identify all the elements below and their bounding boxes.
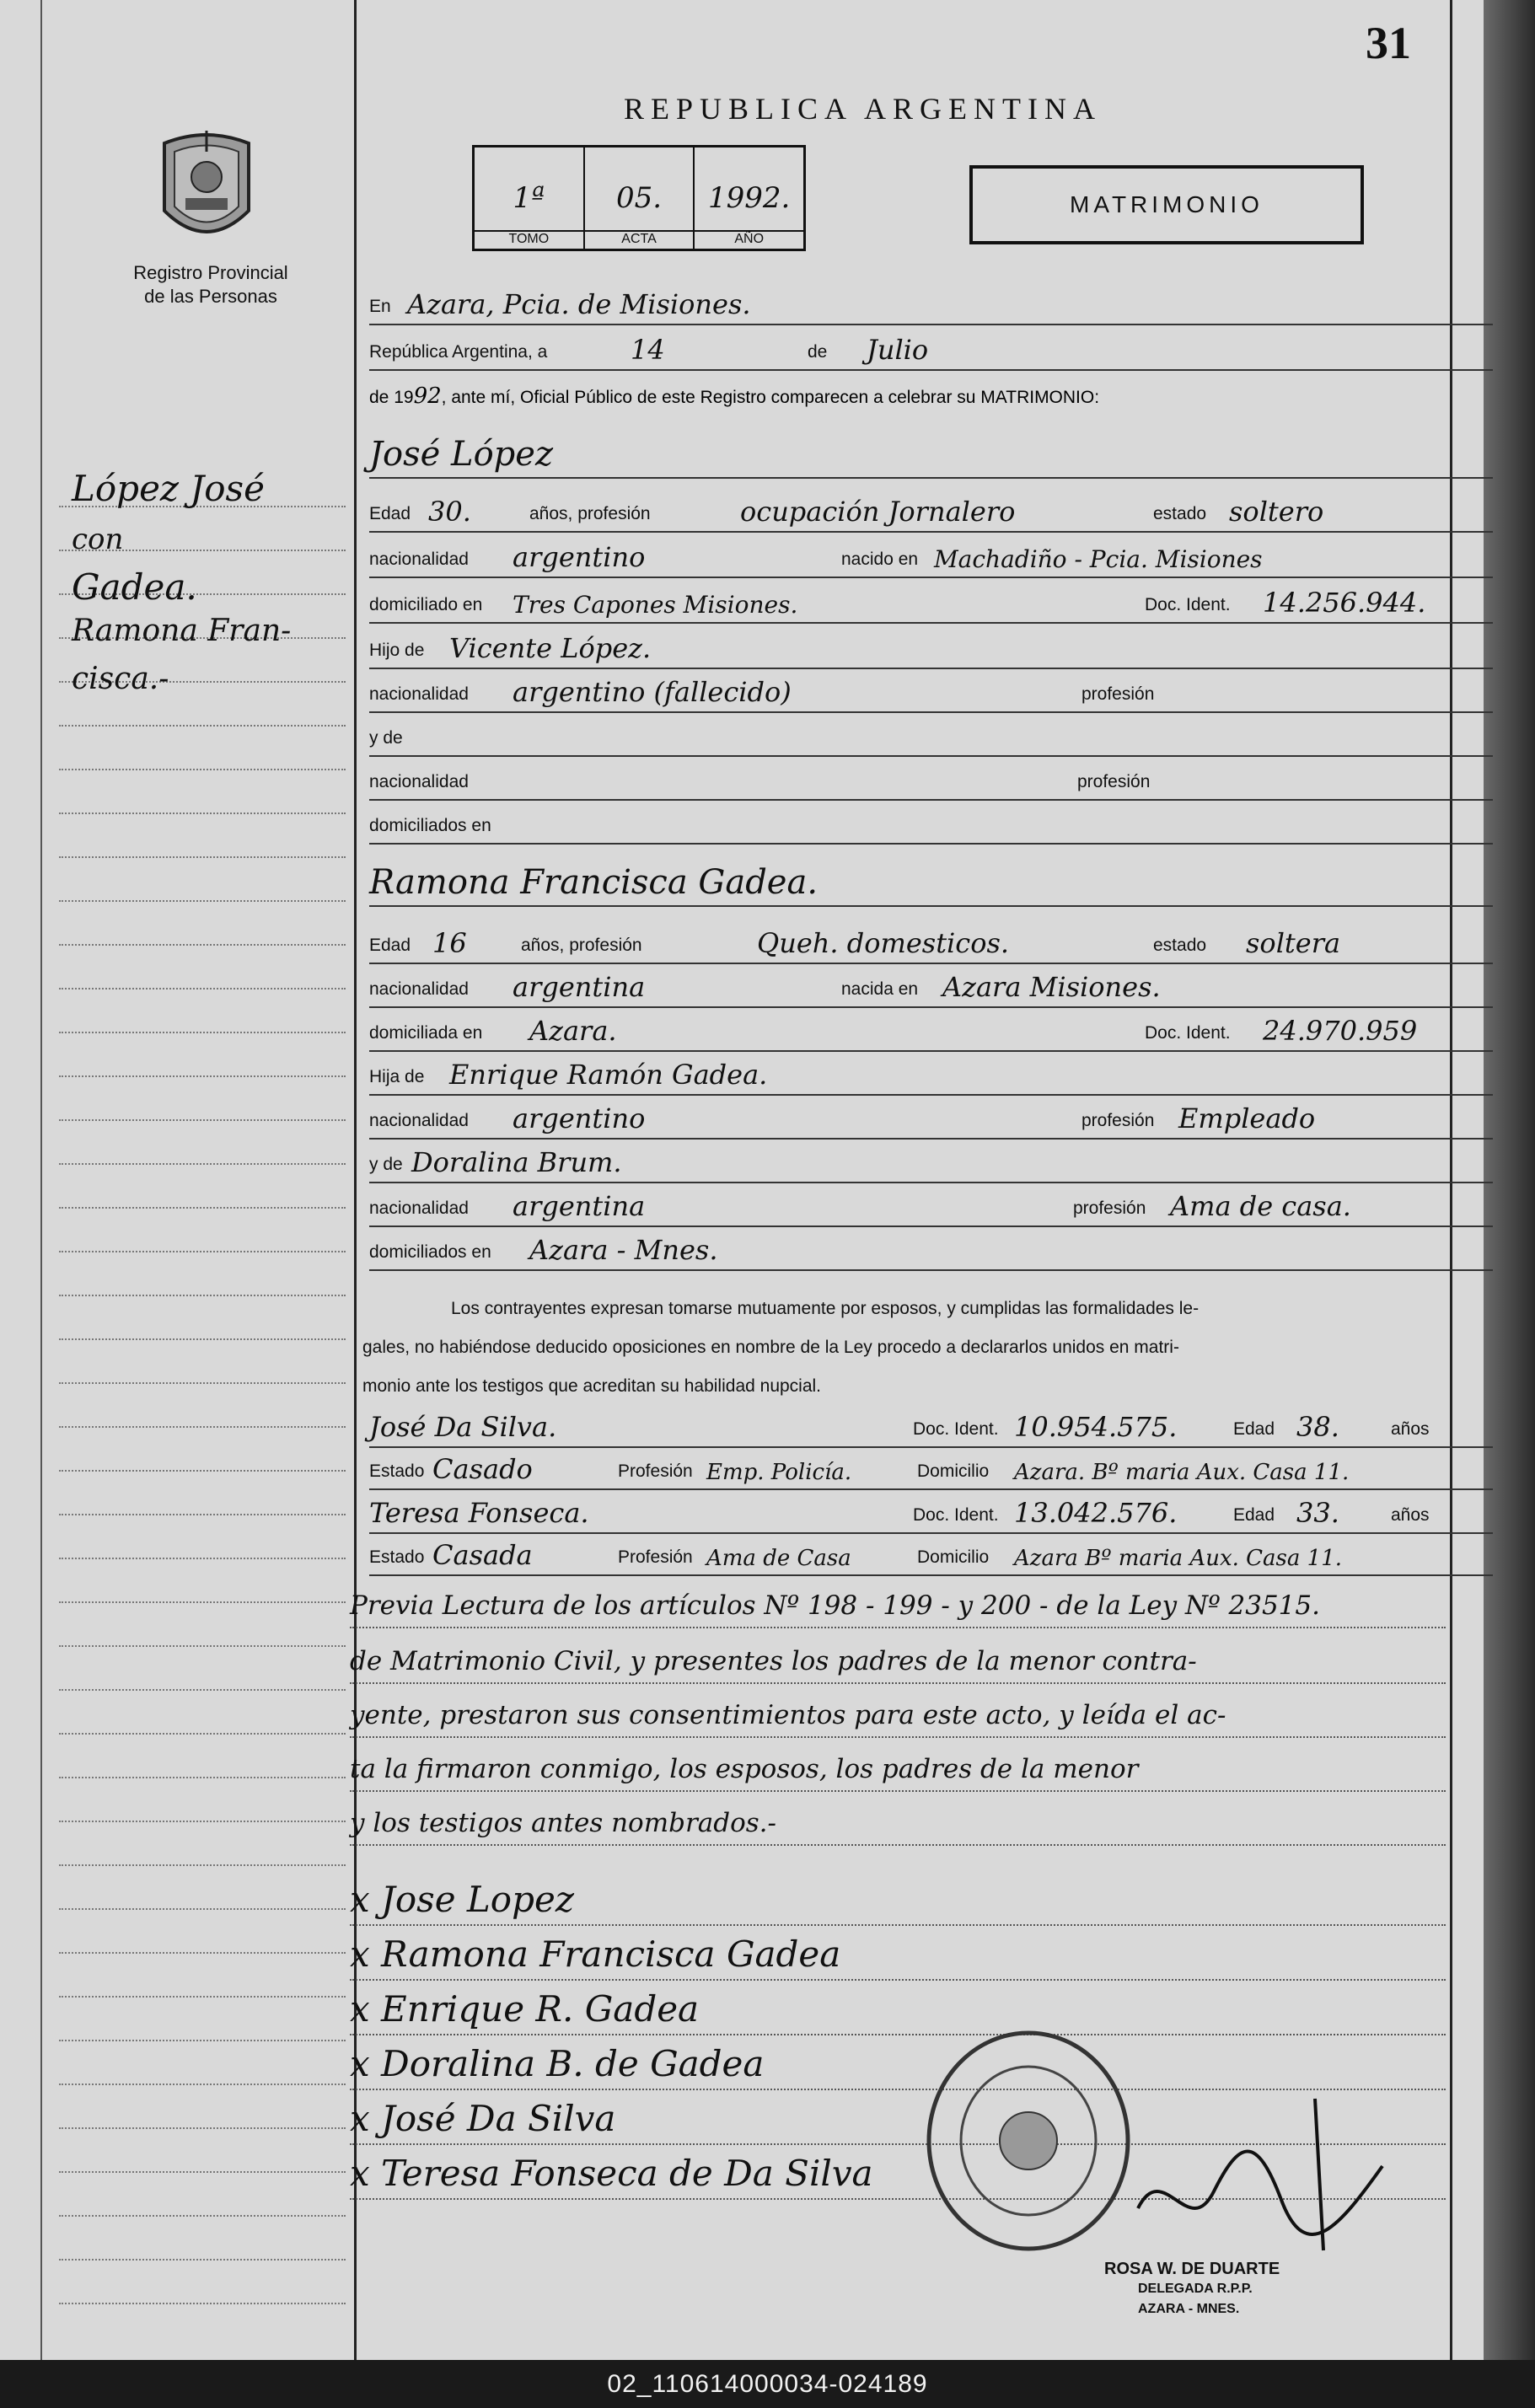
margin-ruled-line [59,995,346,1033]
notes-line-2: de Matrimonio Civil, y presentes los padres de la menor contra- [350,1640,1446,1684]
row-bride-name [369,856,1493,907]
margin-ruled-line [59,1433,346,1472]
margin-ruled-line [59,2046,346,2085]
witness2-prof-label: Profesión [618,1547,693,1567]
signature-witness-2: x Teresa Fonseca de Da Silva [350,2149,1446,2200]
witness1-dom-label: Domicilio [917,1461,990,1481]
margin-ruled-line [59,2266,346,2304]
acta-value: 05. [615,181,663,215]
notes-line-1: Previa Lectura de los artículos Nº 198 - 199 - y 200 - de la Ley Nº 23515. [350,1585,1446,1628]
witness1-prof-label: Profesión [618,1461,693,1481]
margin-ruled-line [59,1959,346,1998]
margin-ruled-line [59,863,346,902]
row-bride-father [369,1057,1493,1096]
tomo-acta-anio-box [472,145,806,251]
groom-y-de-label: y de [369,728,403,748]
groom-father: Vicente López. [449,632,652,664]
row-witness1-details [369,1451,1493,1490]
bride-mother-prof-label: profesión [1073,1199,1146,1218]
officer-role: DELEGADA R.P.P. [1138,2282,1253,2296]
month-value: Julio [867,334,929,366]
bride-edad: 16 [432,927,467,959]
row-witness2-name [369,1495,1493,1534]
margin-ruled-line [59,1608,346,1647]
row-bride-address [369,1013,1493,1052]
margin-ruled-line [59,1915,346,1954]
margin-ruled-line [59,1564,346,1603]
groom-hijo-label: Hijo de [369,641,425,660]
margin-ruled-line [59,1477,346,1515]
witness1-estado-label: Estado [369,1461,425,1481]
tomo-label: TOMO [475,230,583,247]
row-witness2-details [369,1537,1493,1576]
notes-line-4: ta la firmaron conmigo, los esposos, los padres de la menor [350,1748,1446,1792]
margin-ruled-line [59,1345,346,1384]
groom-profesion: ocupación Jornalero [740,496,1016,528]
bride-prof-label: años, profesión [521,936,642,955]
country-heading: REPUBLICA ARGENTINA [624,92,1103,126]
witness2-doc-label: Doc. Ident. [913,1505,999,1525]
witness1-anios-label: años [1391,1419,1430,1439]
row-bride-mother [369,1145,1493,1183]
margin-ruled-line [59,951,346,989]
anio-cell [695,147,803,249]
bride-nacida-label: nacida en [841,979,919,999]
officer-place: AZARA - MNES. [1138,2302,1240,2316]
bride-estado-label: estado [1153,936,1207,955]
groom-dom-label: domiciliado en [369,595,483,614]
margin-ruled-line [59,1520,346,1559]
bride-mother-nac: argentina [513,1190,646,1222]
margin-ruled-line [59,1301,346,1340]
bride-nacionalidad: argentina [513,971,646,1003]
groom-domicilio: Tres Capones Misiones. [513,591,798,619]
republica-label: República Argentina, a [369,342,548,362]
margin-note-line-5: cisca.- [72,662,169,696]
bride-hija-label: Hija de [369,1067,425,1086]
witness2-profesion: Ama de Casa [706,1546,851,1571]
registry-line-2: de las Personas [144,286,277,307]
witness2-anios-label: años [1391,1505,1430,1525]
groom-doc-label: Doc. Ident. [1145,595,1231,614]
acta-cell [585,147,695,249]
witness2-name: Teresa Fonseca. [369,1497,589,1529]
witness1-doc: 10.954.575. [1014,1411,1178,1443]
tomo-cell [475,147,585,249]
bride-father: Enrique Ramón Gadea. [449,1059,768,1091]
groom-mother-nac-label: nacionalidad [369,772,469,791]
margin-ruled-line [59,732,346,770]
year-prefix: de 19 [369,388,414,407]
bride-parents-dom: Azara - Mnes. [529,1234,718,1266]
declaration-line-2: gales, no habiéndose deducido oposiciones en nombre de la Ley procedo a declararlos unidos en matri- [362,1338,1179,1357]
signature-witness-1: x José Da Silva [350,2094,1446,2145]
officer-name: ROSA W. DE DUARTE [1104,2260,1280,2278]
margin-note-line-2: con [72,523,124,556]
row-place [369,287,1493,325]
registry-stamp-icon [919,2023,1138,2259]
witness1-edad: 38. [1296,1411,1339,1443]
witness1-profesion: Emp. Policía. [706,1460,852,1485]
margin-ruled-line [59,2178,346,2217]
margin-ruled-line [59,1038,346,1077]
row-bride-parents-dom [369,1232,1493,1271]
signature-groom: x Jose Lopez [350,1875,1446,1926]
row-groom-name [369,430,1493,479]
margin-ruled-line [59,907,346,946]
margin-ruled-line [59,1258,346,1296]
page-number: 31 [1366,18,1411,68]
margin-ruled-line [59,1871,346,1910]
margin-ruled-line [59,2090,346,2129]
row-groom-father [369,630,1493,669]
margin-ruled-line [59,1082,346,1121]
place-value: Azara, Pcia. de Misiones. [407,288,751,320]
witness2-edad-label: Edad [1233,1505,1275,1525]
document-type-box: MATRIMONIO [969,165,1364,244]
margin-ruled-line [59,1214,346,1252]
bride-father-nac: argentino [513,1102,646,1134]
margin-ruled-line [59,819,346,858]
bride-father-nac-label: nacionalidad [369,1111,469,1130]
margin-ruled-line [59,1389,346,1428]
groom-parents-dom-label: domiciliados en [369,816,491,835]
groom-doc: 14.256.944. [1263,587,1426,619]
bride-mother-prof: Ama de casa. [1170,1190,1351,1222]
row-bride-age [369,925,1493,964]
groom-edad-label: Edad [369,504,411,523]
declaration-line-1: Los contrayentes expresan tomarse mutuamente por esposos, y cumplidas las formalidades le- [451,1299,1200,1318]
margin-ruled-line [59,1652,346,1691]
witness2-dom-label: Domicilio [917,1547,990,1567]
provincial-registry-seal-icon [156,126,257,253]
margin-ruled-line [59,2222,346,2261]
officer-stamp-text [1104,2259,1280,2320]
notes-line-5: y los testigos antes nombrados.- [350,1802,1446,1846]
groom-name: José López [369,435,554,474]
year-suffix: 92 [413,383,442,409]
bride-father-prof-label: profesión [1081,1111,1155,1130]
bride-y-de-label: y de [369,1155,403,1174]
row-witness1-name [369,1409,1493,1448]
bride-mother: Doralina Brum. [411,1146,622,1178]
bride-father-prof: Empleado [1178,1102,1316,1134]
witness1-edad-label: Edad [1233,1419,1275,1439]
bride-nacida: Azara Misiones. [942,971,1161,1003]
row-groom-father-nat [369,674,1493,713]
row-groom-mother-nat [369,762,1493,801]
margin-note-line-4: Ramona Fran- [72,614,292,648]
witness2-domicilio: Azara Bº maria Aux. Casa 11. [1014,1546,1342,1571]
groom-nacionalidad: argentino [513,541,646,573]
witness1-estado: Casado [432,1453,533,1485]
witness2-estado: Casada [432,1539,533,1571]
tomo-value: 1ª [513,181,545,215]
margin-note-line-3: Gadea. [72,566,197,608]
margin-note-line-1: López José [72,468,265,509]
margin-ruled-line [59,1827,346,1866]
bride-parents-dom-label: domiciliados en [369,1242,491,1262]
registry-name [84,261,337,308]
witness2-estado-label: Estado [369,1547,425,1567]
margin-ruled-line [59,1170,346,1209]
margin-ruled-line [59,2003,346,2041]
officer-signature-icon [1130,2082,1408,2259]
en-label: En [369,297,391,316]
row-bride-nationality [369,969,1493,1008]
year-rest: , ante mí, Oficial Público de este Registro comparecen a celebrar su MATRIMONIO: [441,388,1100,407]
groom-father-nac-label: nacionalidad [369,684,469,704]
margin-ruled-line [59,2134,346,2173]
bride-edad-label: Edad [369,936,411,955]
margin-ruled-line [59,1126,346,1165]
row-bride-father-nat [369,1101,1493,1140]
bride-doc: 24.970.959 [1263,1015,1418,1047]
declaration-text [362,1290,1441,1406]
row-groom-nationality [369,539,1493,578]
day-value: 14 [631,334,665,366]
margin-ruled-line [59,1740,346,1778]
bride-dom-label: domiciliada en [369,1023,483,1043]
witness1-name: José Da Silva. [369,1411,557,1443]
bride-estado: soltera [1246,927,1341,959]
groom-father-prof-label: profesión [1081,684,1155,704]
bride-doc-label: Doc. Ident. [1145,1023,1231,1043]
registry-line-1: Registro Provincial [133,262,288,283]
row-groom-age [369,494,1493,533]
groom-estado: soltero [1229,496,1324,528]
anio-label: AÑO [695,230,803,247]
signature-bride: x Ramona Francisca Gadea [350,1930,1446,1981]
margin-ruled-line [59,1783,346,1822]
scan-id-footer: 02_110614000034-024189 [0,2360,1535,2408]
groom-nacido: Machadiño - Pcia. Misiones [934,545,1263,573]
groom-father-nac: argentino (fallecido) [513,676,792,708]
row-bride-mother-nat [369,1188,1493,1227]
bride-nac-label: nacionalidad [369,979,469,999]
row-groom-parents-dom [369,806,1493,845]
row-date [369,332,1493,371]
bride-name: Ramona Francisca Gadea. [369,863,818,902]
row-year [369,383,1099,421]
signature-bride-mother: x Doralina B. de Gadea [350,2040,1446,2090]
witness2-edad: 33. [1296,1497,1339,1529]
margin-ruled-line [59,775,346,814]
left-margin-rule [40,0,42,2360]
witness1-doc-label: Doc. Ident. [913,1419,999,1439]
notes-line-3: yente, prestaron sus consentimientos para este acto, y leída el ac- [350,1694,1446,1738]
groom-edad: 30. [428,496,471,528]
groom-nac-label: nacionalidad [369,550,469,569]
groom-prof-label: años, profesión [529,504,651,523]
groom-nacido-label: nacido en [841,550,919,569]
anio-value: 1992. [708,181,791,215]
bride-profesion: Queh. domesticos. [757,927,1010,959]
margin-ruled-line [59,1696,346,1735]
de-label: de [808,342,828,362]
acta-label: ACTA [585,230,694,247]
bride-domicilio: Azara. [529,1015,617,1047]
row-groom-mother [369,718,1493,757]
groom-mother-prof-label: profesión [1077,772,1151,791]
witness1-domicilio: Azara. Bº maria Aux. Casa 11. [1014,1460,1350,1485]
witness2-doc: 13.042.576. [1014,1497,1178,1529]
bride-mother-nac-label: nacionalidad [369,1199,469,1218]
groom-estado-label: estado [1153,504,1207,523]
signature-bride-father: x Enrique R. Gadea [350,1985,1446,2035]
row-groom-address [369,585,1493,624]
declaration-line-3: monio ante los testigos que acreditan su habilidad nupcial. [362,1376,822,1396]
